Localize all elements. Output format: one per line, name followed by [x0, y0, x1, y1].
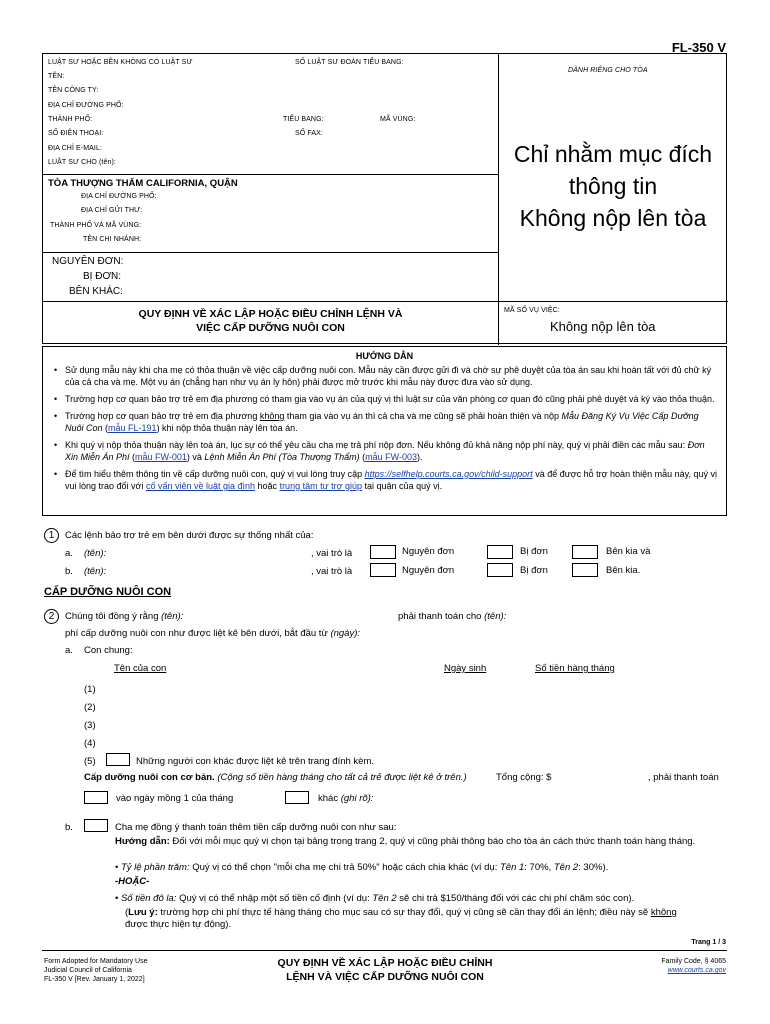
note-text: (Lưu ý: trường hợp chi phí thực tế hàng tháng cho mục sau có sự thay đổi, quý vị cũng sẽ cần thay đổi án lệnh; điều này sẽ không được thực hiện tự động). — [125, 907, 677, 930]
child-row-2: (2) — [84, 702, 96, 713]
bar-number-label: SỐ LUẬT SƯ ĐOÀN TIỂU BANG: — [295, 59, 404, 66]
item-2b-text: Cha mẹ đồng ý thanh toán thêm tiền cấp dưỡng nuôi con như sau: — [115, 822, 397, 833]
court-city-label: THÀNH PHỐ VÀ MÃ VÙNG: — [50, 222, 142, 229]
base-support-line: Cấp dưỡng nuôi con cơ bản. (Cộng số tiền hàng tháng cho tất cả trẻ được liệt kê ở trên.) — [84, 772, 467, 783]
item-1a-name-label: (tên): — [84, 548, 107, 559]
payable-label: , phải thanh toán — [648, 772, 719, 783]
firm-label: TÊN CÔNG TY: — [48, 87, 99, 94]
item-2b-label: b. — [65, 822, 73, 833]
item-1b-label: b. — [65, 566, 73, 577]
item-1b-other-checkbox[interactable] — [572, 563, 598, 577]
footer-title: QUY ĐỊNH VỀ XÁC LẬP HOẶC ĐIỀU CHỈNH LỆNH VÀ VIỆC CẤP DƯỠNG NUÔI CON — [277, 957, 493, 983]
street-label: ĐỊA CHỈ ĐƯỜNG PHỐ: — [48, 102, 124, 109]
instructions-title: HƯỚNG DẪN — [355, 351, 414, 361]
child-row-5: (5) — [84, 756, 96, 767]
item-2a-label: a. — [65, 645, 73, 656]
child-row-1: (1) — [84, 684, 96, 695]
case-number-label: MÃ SỐ VỤ VIỆC: — [504, 307, 560, 314]
petitioner-label: NGUYÊN ĐƠN: — [52, 256, 124, 267]
stamp-line-2: thông tin — [568, 173, 658, 199]
guide-text: Hướng dẫn: Đối với mỗi mục quý vị chọn tại bảng trong trang 2, quý vị cũng phải thông báo cho tòa án cách thức thanh toán hàng tháng. — [115, 836, 696, 847]
name-label: TÊN: — [48, 73, 65, 80]
item-1b-respondent-label: Bị đơn — [520, 565, 548, 576]
instruction-1: • Sử dụng mẫu này khi cha mẹ có thỏa thuận về việc cấp dưỡng nuôi con. Mẫu này cần được gửi đi và chờ sự phê duyệt của tòa án sau khi hoàn tất với đủ chữ ký của cả cha và mẹ. Một vụ án (chẳng hạn như vụ án ly hôn) phải được mở trước khi mẫu này được đưa vào sử dụng. — [51, 364, 718, 388]
caption-header — [42, 53, 727, 344]
respondent-label: BỊ ĐƠN: — [83, 271, 122, 282]
child-row-3: (3) — [84, 720, 96, 731]
fw001-link[interactable]: mẫu FW-001 — [135, 452, 187, 462]
or-label: -HOẶC- — [115, 876, 150, 887]
item-1a-other-label: Bên kia và — [606, 546, 651, 557]
selfhelp-link[interactable]: https://selfhelp.courts.ca.gov/child-support — [364, 469, 533, 479]
percentage-option: • Tỷ lệ phần trăm: Quý vị có thể chọn "mỗi cha mẹ chi trả 50%" hoặc cách chia khác (ví dụ: Tên 1: 70%, Tên 2: 30%). — [115, 862, 609, 873]
other-schedule-checkbox[interactable] — [285, 791, 309, 804]
form-number: FL-350 V — [671, 40, 726, 55]
facilitator-link[interactable]: cố vấn viên về luật gia đình — [145, 481, 256, 491]
form-title: QUY ĐỊNH VỀ XÁC LẬP HOẶC ĐIỀU CHỈNH LỆNH VÀ VIỆC CẤP DƯỠNG NUÔI CON — [138, 308, 403, 334]
footer-left: Form Adopted for Mandatory Use Judicial Council of California FL-350 V [Rev. January 1, 2022] — [44, 958, 148, 983]
item-1a-petitioner-checkbox[interactable] — [370, 545, 396, 559]
item-1b-name-label: (tên): — [84, 566, 107, 577]
item-2-number: 2 — [44, 609, 59, 624]
item-1a-petitioner-label: Nguyên đơn — [402, 546, 455, 557]
item-1a-respondent-label: Bị đơn — [520, 546, 548, 557]
total-label: Tổng cộng: $ — [496, 772, 552, 783]
dollar-option: • Số tiền đô la: Quý vị có thể nhập một số tiền cố định (ví dụ: Tên 2 sẽ chi trả $150/tháng đối với các chi phí chăm sóc con). — [115, 893, 635, 904]
footer-right: Family Code, § 4065 www.courts.ca.gov — [661, 958, 726, 974]
attorney-for-label: LUẬT SƯ CHO (tên): — [48, 159, 116, 166]
stamp-line-3: Không nộp lên tòa — [519, 205, 707, 231]
stamp-line-1: Chỉ nhằm mục đích — [513, 141, 713, 167]
additional-support-checkbox[interactable] — [84, 819, 108, 832]
item-1a-other-checkbox[interactable] — [572, 545, 598, 559]
child-row-4: (4) — [84, 738, 96, 749]
phone-label: SỐ ĐIỆN THOẠI: — [48, 130, 104, 137]
first-of-month-label: vào ngày mồng 1 của tháng — [116, 793, 234, 804]
section-title: CẤP DƯỠNG NUÔI CON — [44, 586, 172, 598]
instruction-4: • Khi quý vị nộp thỏa thuận này lên toà án, lục sự có thể yêu cầu cha mẹ trả phí nộp đơn. Nếu không đủ khả năng nộp phí này, quý vị phải điền các mẫu sau: Đơn Xin Miễn Án Phí (mẫu FW-001) và Lệnh Miễn Án Phí (Tòa Thượng Thẩm) (mẫu FW-003). — [51, 439, 718, 463]
case-number-value: Không nộp lên tòa — [550, 319, 656, 334]
state-label: TIỂU BANG: — [283, 116, 324, 123]
item-1b-petitioner-checkbox[interactable] — [370, 563, 396, 577]
item-1b-other-label: Bên kia. — [606, 565, 641, 576]
city-label: THÀNH PHỐ: — [48, 116, 93, 123]
item-2-start-date: phí cấp dưỡng nuôi con như được liệt kê bên dưới, bắt đầu từ (ngày): — [65, 628, 361, 639]
fw003-link[interactable]: mẫu FW-003 — [365, 452, 417, 462]
court-use-label: DÀNH RIÊNG CHO TÒA — [568, 67, 648, 74]
col-child-name: Tên của con — [114, 663, 167, 674]
fl191-link[interactable]: mẫu FL-191 — [108, 423, 157, 433]
item-1b-role-label: , vai trò là — [311, 566, 353, 577]
item-1b-respondent-checkbox[interactable] — [487, 563, 513, 577]
item-1a-role-label: , vai trò là — [311, 548, 353, 559]
self-help-center-link[interactable]: trung tâm tư trợ giúp — [279, 481, 363, 491]
item-1-number: 1 — [44, 528, 59, 543]
email-label: ĐỊA CHỈ E-MAIL: — [48, 145, 103, 152]
instruction-3: • Trường hợp cơ quan bảo trợ trẻ em địa phương không tham gia vào vụ án thì cả cha và mẹ cũng sẽ phải hoàn thiện và nộp Mẫu Đăng Ký Vụ Việc Cấp Dưỡng Nuôi Con (mẫu FL-191) khi nộp thỏa thuận này lên tòa án. — [51, 410, 718, 434]
item-1-text: Các lệnh bảo trợ trẻ em bên dưới được sự thống nhất của: — [65, 530, 314, 541]
col-dob: Ngày sinh — [444, 663, 487, 674]
more-children-label: Những người con khác được liệt kê trên trang đính kèm. — [136, 756, 375, 767]
instruction-5: • Để tìm hiểu thêm thông tin về cấp dưỡng nuôi con, quý vị vui lòng truy cập https://selfhelp.courts.ca.gov/child-support và để được hỗ trợ hoàn thiện mẫu này, quý vị vui lòng trao đổi với cố vấn viên về luật gia đình hoặc trung tâm tư trợ giúp tại quận của quý vị. — [51, 468, 718, 492]
item-1b-petitioner-label: Nguyên đơn — [402, 565, 455, 576]
page-number: Trang 1 / 3 — [691, 939, 726, 946]
item-2a-text: Con chung: — [84, 645, 133, 656]
other-party-label: BÊN KHÁC: — [69, 286, 123, 297]
col-monthly-amount: Số tiền hàng tháng — [535, 663, 615, 674]
other-schedule-label: khác (ghi rõ): — [318, 793, 374, 804]
court-title: TÒA THƯỢNG THẨM CALIFORNIA, QUẬN — [48, 178, 238, 189]
item-1a-respondent-checkbox[interactable] — [487, 545, 513, 559]
item-2-intro: Chúng tôi đồng ý rằng (tên): — [65, 611, 184, 622]
instruction-2: • Trường hợp cơ quan bảo trợ trẻ em địa phương có tham gia vào vụ án của quý vị thì luật sư của văn phòng cơ quan đó cũng phải phê duyệt và ký vào thỏa thuận. — [51, 393, 718, 405]
court-street-label: ĐỊA CHỈ ĐƯỜNG PHỐ: — [81, 193, 157, 200]
attorney-label: LUẬT SƯ HOẶC BÊN KHÔNG CÓ LUẬT SƯ — [48, 59, 193, 66]
item-2-pay-to: phải thanh toán cho (tên): — [398, 611, 507, 622]
fax-label: SỐ FAX: — [295, 130, 323, 137]
courts-site-link[interactable]: www.courts.ca.gov — [667, 967, 726, 974]
first-of-month-checkbox[interactable] — [84, 791, 108, 804]
court-mail-label: ĐỊA CHỈ GỬI THƯ: — [81, 207, 143, 214]
zip-label: MÃ VÙNG: — [380, 116, 416, 123]
court-branch-label: TÊN CHI NHÁNH: — [83, 236, 142, 243]
item-1a-label: a. — [65, 548, 73, 559]
more-children-checkbox[interactable] — [106, 753, 130, 766]
instructions-box — [42, 346, 727, 516]
